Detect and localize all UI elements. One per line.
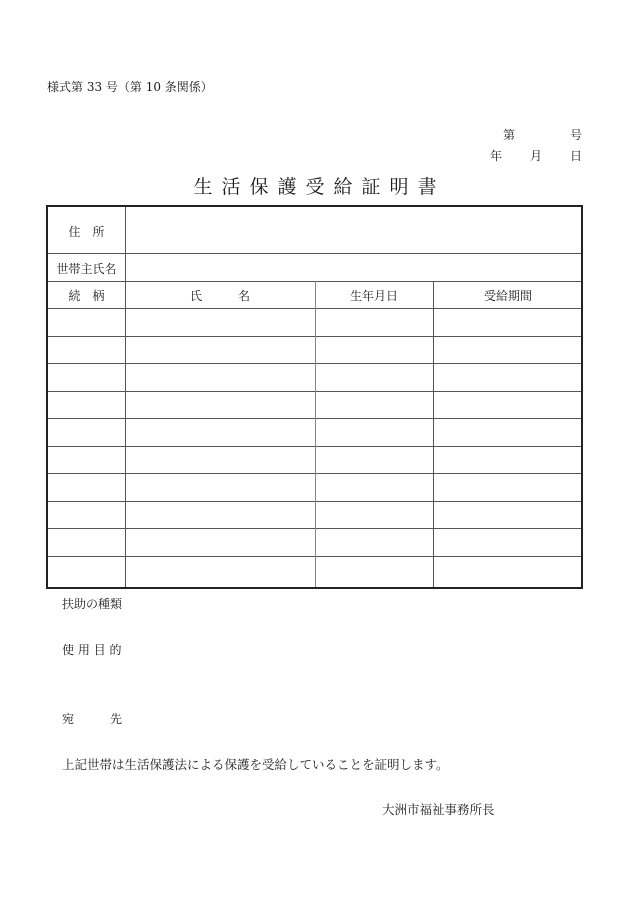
- certification-statement: 上記世帯は生活保護法による保護を受給していることを証明します。: [62, 757, 449, 772]
- purpose-label: 使 用 目 的: [62, 643, 122, 657]
- address-label: 住 所: [68, 225, 105, 239]
- certificate-table: [46, 205, 583, 589]
- form-number: 様式第 33 号（第 10 条関係）: [47, 80, 213, 94]
- date-month: 月: [530, 149, 543, 163]
- date-day: 日: [570, 149, 583, 163]
- column-header-birthdate: 生年月日: [349, 289, 398, 303]
- date-year: 年: [490, 149, 503, 163]
- issuer-name: 大洲市福祉事務所長: [382, 802, 495, 817]
- recipient-label: 宛 先: [62, 712, 123, 726]
- document-title: 生活保護受給証明書: [193, 176, 446, 198]
- document-number-prefix: 第: [503, 128, 516, 142]
- document-number-suffix: 号: [570, 128, 583, 142]
- column-header-name: 氏 名: [189, 289, 250, 303]
- column-header-benefit-period: 受給期間: [483, 289, 532, 303]
- column-header-relationship: 続 柄: [68, 289, 105, 303]
- assistance-type-label: 扶助の種類: [62, 597, 123, 611]
- head-of-household-label: 世帯主氏名: [56, 262, 117, 276]
